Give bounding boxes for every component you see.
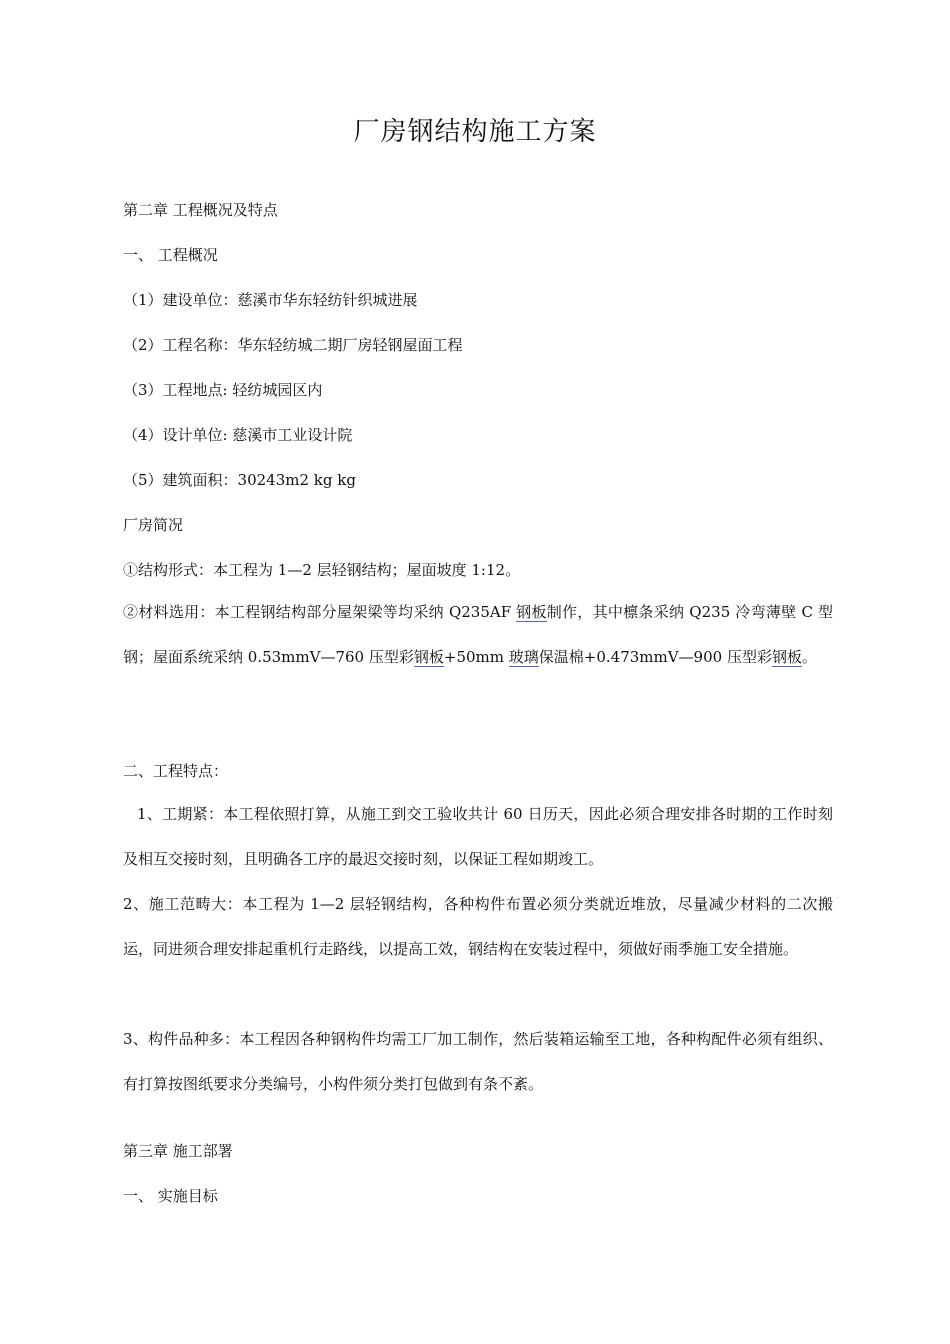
item-project-name: （2）工程名称：华东轻纺城二期厂房轻钢屋面工程 <box>123 336 463 354</box>
material-text-2: 制作，其中檩条采纳 Q235 冷弯薄壁 C 型钢；屋面系统采纳 0.53mmV—760 压型彩 <box>123 603 833 666</box>
material-text-3: +50mm <box>443 648 509 666</box>
feature-2: 2、施工范畴大：本工程为 1—2 层轻钢结构，各种构件布置必须分类就近堆放，尽量减少材料的二次搬运，同进须合理安排起重机行走路线，以提高工效，钢结构在安装过程中，须做好雨季施工安全措施。 <box>123 895 833 958</box>
material-paragraph <box>123 590 833 680</box>
material-link-1: 钢板 <box>516 603 547 621</box>
document-title: 厂房钢结构施工方案 <box>353 117 597 147</box>
section-1-heading: 一、 工程概况 <box>123 246 218 264</box>
material-link-3: 玻璃 <box>508 648 539 666</box>
material-text-5: 。 <box>801 648 817 666</box>
material-link-4: 钢板 <box>771 648 802 666</box>
chapter-2-heading: 第二章 工程概况及特点 <box>123 201 278 219</box>
material-text-4: 保温棉+0.473mmV—900 压型彩 <box>538 648 772 666</box>
section-3-heading: 一、 实施目标 <box>123 1187 218 1205</box>
section-2-heading: 二、工程特点： <box>123 762 229 780</box>
feature-3: 3、构件品种多：本工程因各种钢构件均需工厂加工制作，然后装箱运输至工地，各种构配件必须有组织、有打算按图纸要求分类编号，小构件须分类打包做到有条不紊。 <box>123 1030 833 1093</box>
material-link-2: 钢板 <box>413 648 444 666</box>
item-area: （5）建筑面积：30243m2 kg kg <box>123 471 356 489</box>
feature-1: 1、工期紧：本工程依照打算，从施工到交工验收共计 60 日历天，因此必须合理安排各时期的工作时刻及相互交接时刻，且明确各工序的最迟交接时刻，以保证工程如期竣工。 <box>123 805 833 868</box>
structure-form: ①结构形式：本工程为 1—2 层轻钢结构；屋面坡度 1:12。 <box>123 561 521 579</box>
item-location: （3）工程地点: 轻纺城园区内 <box>123 381 323 399</box>
material-text-1: ②材料选用：本工程钢结构部分屋架梁等均采纳 Q235AF <box>123 603 517 621</box>
summary-heading: 厂房简况 <box>123 516 184 534</box>
item-designer: （4）设计单位: 慈溪市工业设计院 <box>123 426 353 444</box>
chapter-3-heading: 第三章 施工部署 <box>123 1142 233 1160</box>
item-builder: （1）建设单位：慈溪市华东轻纺针织城进展 <box>123 291 418 309</box>
